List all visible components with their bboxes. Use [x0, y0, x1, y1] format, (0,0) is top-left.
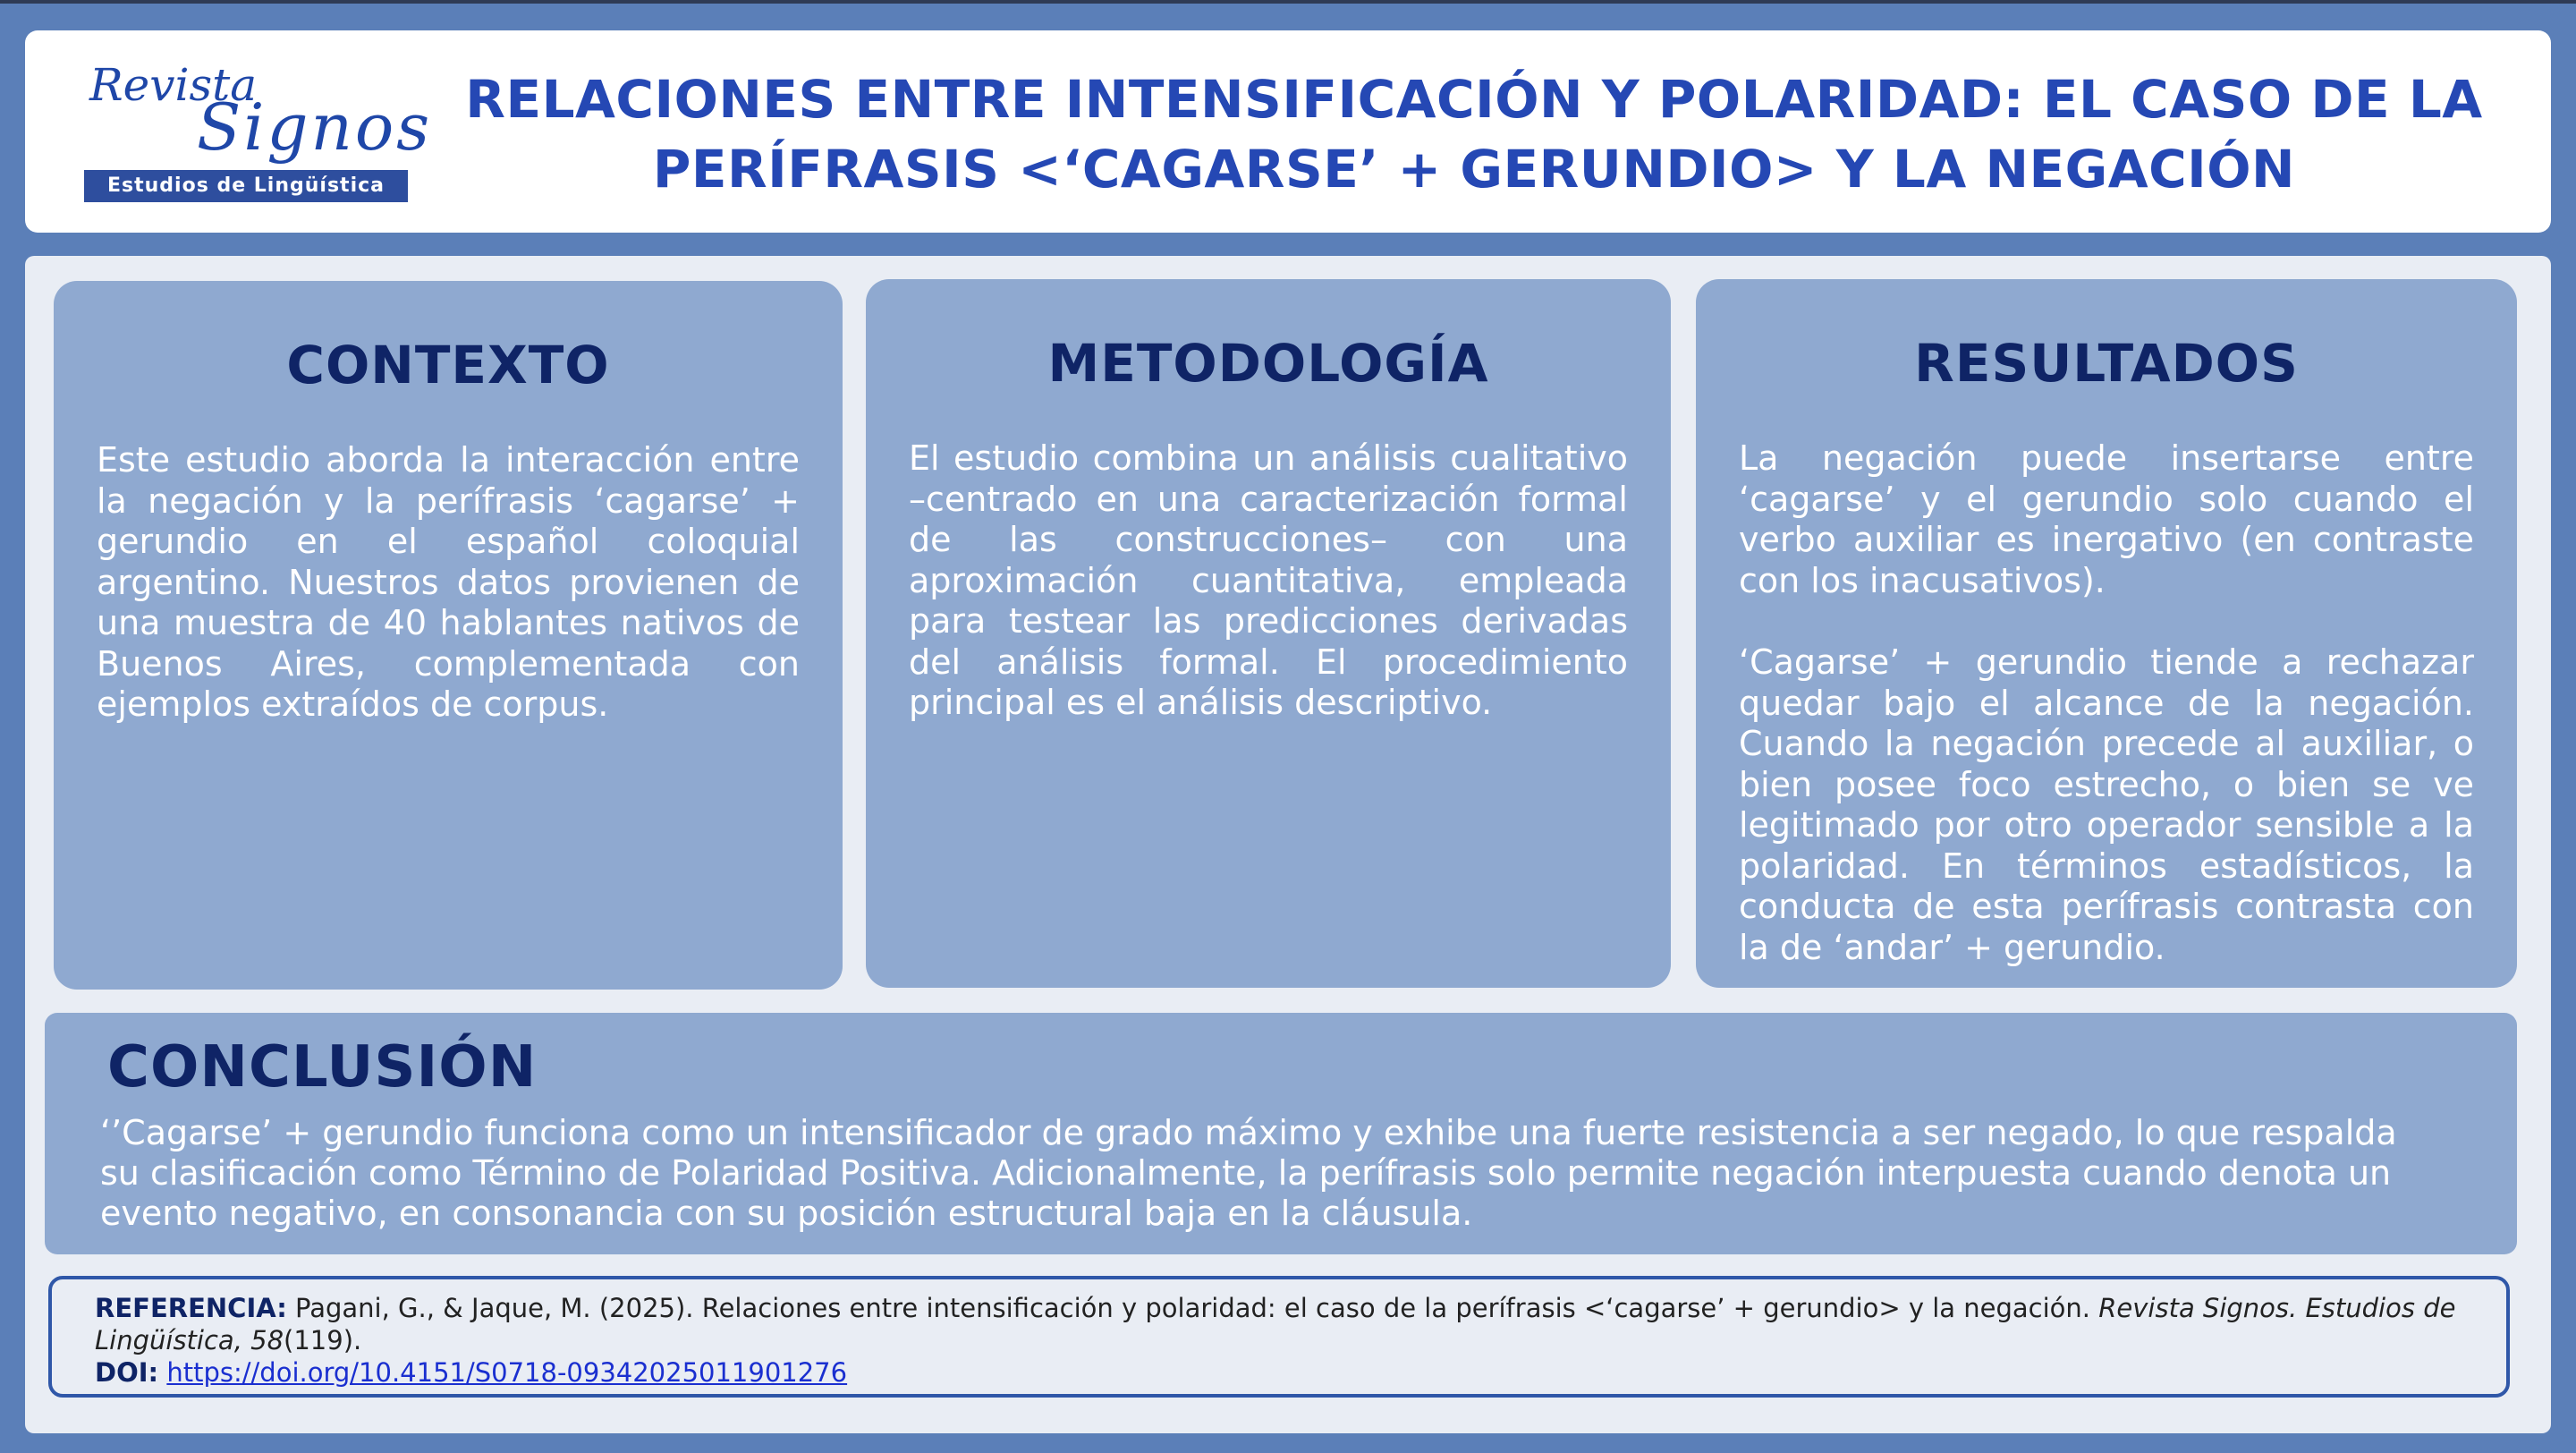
contexto-text: [97, 440, 800, 767]
contexto-paragraph: Este estudio aborda la interacción entre la negación y la perífrasis ‘cagarse’ + gerundio en el español coloquial argentino. Nuestros datos provienen de una muestra de 40 hablantes nativos de Buenos Aires, complementada con ejemplos extraídos de corpus.: [97, 440, 800, 724]
header: [25, 30, 2551, 233]
conclusion-heading: CONCLUSIÓN: [107, 1034, 538, 1100]
metodologia-panel: [866, 279, 1671, 988]
logo-revista-text: Revista: [89, 59, 258, 111]
reference-box: [48, 1276, 2510, 1398]
metodologia-text: [909, 438, 1628, 765]
logo-subtitle: Estudios de Lingüística: [84, 170, 408, 202]
main-content: [25, 256, 2551, 1433]
contexto-heading: CONTEXTO: [286, 335, 610, 395]
resultados-text: [1739, 438, 2474, 1009]
reference-citation: Pagani, G., & Jaque, M. (2025). Relaciones entre intensificación y polaridad: el caso de la perífrasis <‘cagarse’ + gerundio> y la negación.: [295, 1293, 2091, 1323]
resultados-paragraph-2: ‘Cagarse’ + gerundio tiende a rechazar quedar bajo el alcance de la negación. Cuando la negación precede al auxiliar, o bien posee foco estrecho, o bien se ve legitimado por otro operador sensible a la polaridad. En términos estadísticos, la conducta de esta perífrasis contrasta con la de ‘andar’ + gerundio.: [1739, 642, 2474, 967]
reference-journal: Revista Signos. Estudios de Lingüística, 58: [95, 1293, 2456, 1355]
metodologia-paragraph: El estudio combina un análisis cualitativo –centrado en una caracterización formal de las construcciones– con una aproximación cuantitativa, empleada para testear las predicciones derivadas del análisis formal. El procedimiento principal es el análisis descriptivo.: [909, 438, 1628, 722]
resultados-heading: RESULTADOS: [1914, 333, 2299, 394]
logo-signos-text: Signos: [197, 89, 433, 165]
reference-text: [95, 1292, 2470, 1389]
doi-label: DOI:: [95, 1357, 159, 1388]
journal-logo: [63, 59, 433, 202]
reference-issue: (119).: [284, 1325, 362, 1355]
resultados-panel: [1696, 279, 2517, 988]
metodologia-heading: METODOLOGÍA: [1047, 333, 1489, 394]
conclusion-text: ‘’Cagarse’ + gerundio funciona como un intensificador de grado máximo y exhibe una fuerte resistencia a ser negado, lo que respalda su clasificación como Término de Polaridad Positiva. Adicionalmente, la perífrasis solo permite negación interpuesta cuando denota un evento negativo, en consonancia con su posición estructural baja en la cláusula.: [100, 1113, 2397, 1233]
top-border: [0, 0, 2576, 4]
reference-label: REFERENCIA:: [95, 1293, 287, 1323]
page-title: RELACIONES ENTRE INTENSIFICACIÓN Y POLARIDAD: EL CASO DE LA PERÍFRASIS <‘CAGARSE’ + GERUNDIO> Y LA NEGACIÓN: [465, 69, 2483, 200]
conclusion-panel: [45, 1013, 2517, 1254]
contexto-panel: [54, 281, 843, 990]
doi-link[interactable]: https://doi.org/10.4151/S0718-09342025011901276: [166, 1357, 848, 1388]
resultados-paragraph-1: La negación puede insertarse entre ‘cagarse’ y el gerundio solo cuando el verbo auxiliar es inergativo (en contraste con los inacusativos).: [1739, 438, 2474, 600]
